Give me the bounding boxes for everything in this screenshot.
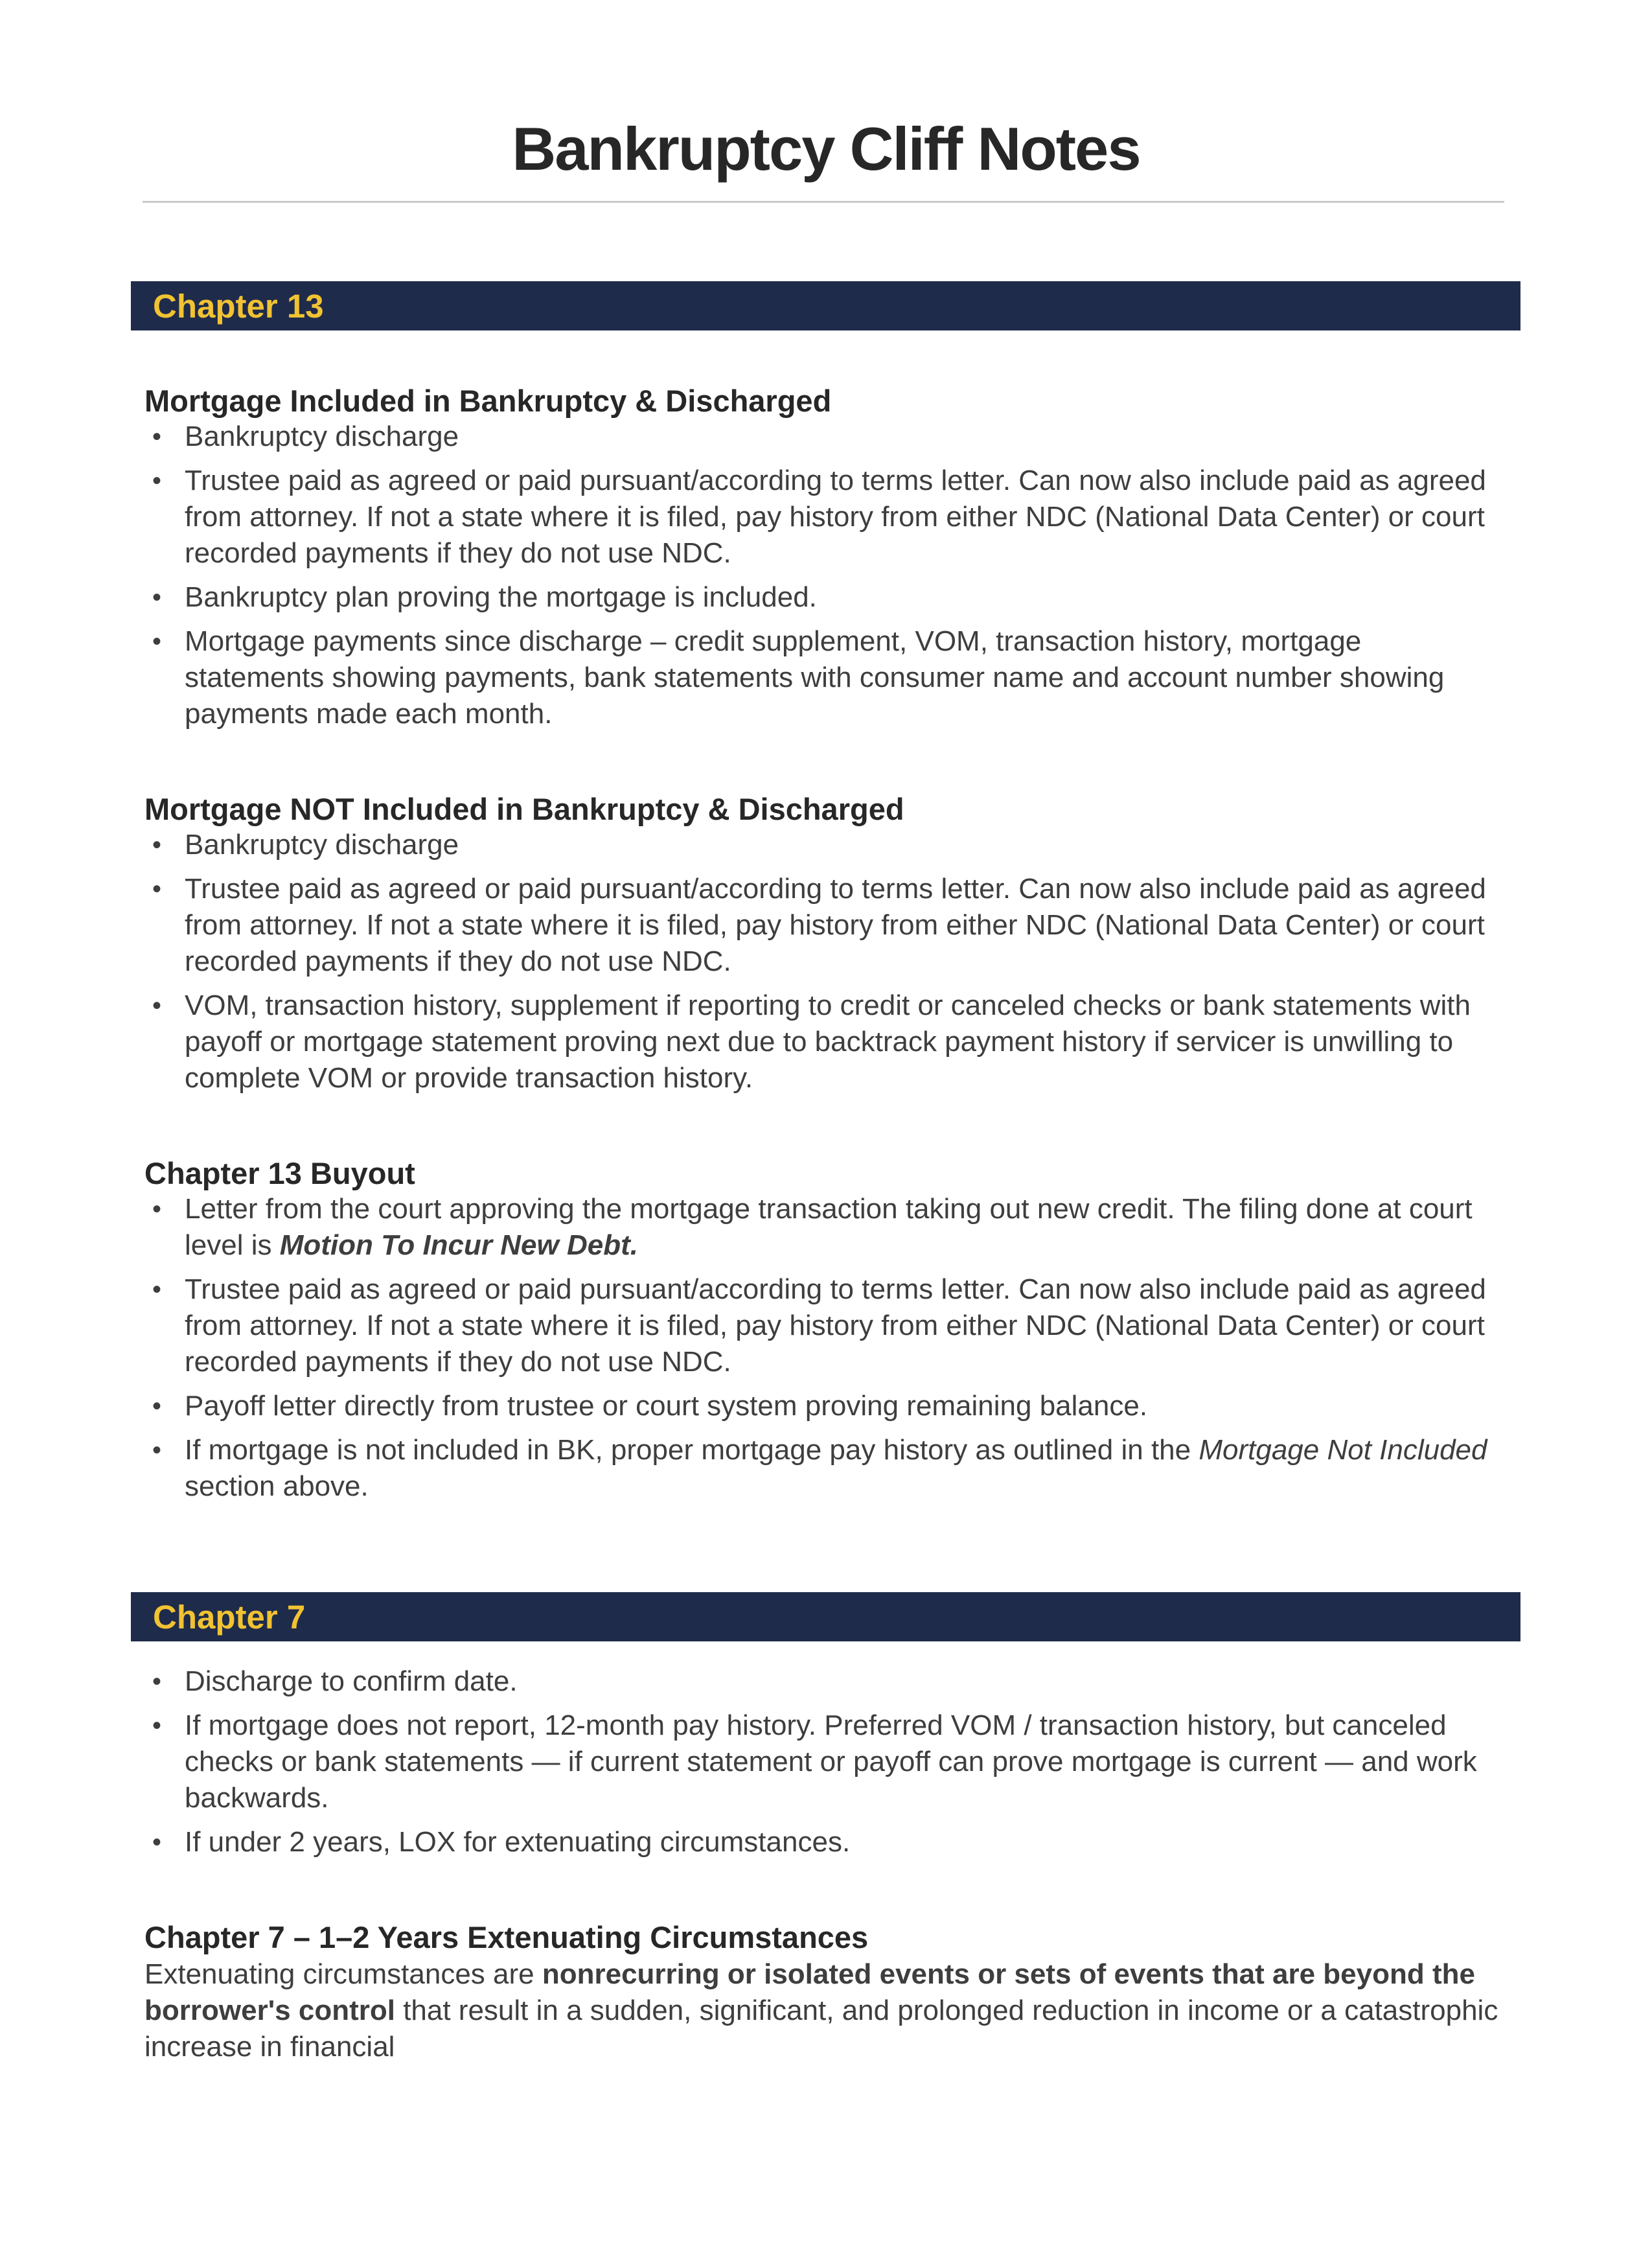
bullet-list bbox=[144, 1663, 1505, 1860]
text-run: Trustee paid as agreed or paid pursuant/according to terms letter. Can now also include paid as agreed from attorney. If not a state where it is filed, pay history from either NDC (National Data Center) or court recorded payments if they do not use NDC. bbox=[185, 1273, 1486, 1378]
bullet-item bbox=[144, 1432, 1505, 1505]
chapter-body bbox=[144, 1663, 1505, 2065]
bullet-list bbox=[144, 419, 1505, 732]
text-run: VOM, transaction history, supplement if reporting to credit or canceled checks or bank statements with payoff or mortgage statement proving next due to backtrack payment history if servicer is unwilling to complete VOM or provide transaction history. bbox=[185, 990, 1471, 1094]
title-divider bbox=[143, 201, 1504, 203]
section-heading: Mortgage NOT Included in Bankruptcy & Discharged bbox=[144, 792, 904, 827]
chapter-banner bbox=[131, 281, 1520, 330]
text-run: If mortgage does not report, 12-month pay history. Preferred VOM / transaction history, but canceled checks or bank statements — if current statement or payoff can prove mortgage is current — and work backwards. bbox=[185, 1709, 1477, 1814]
section-heading: Mortgage Included in Bankruptcy & Discharged bbox=[144, 384, 832, 418]
text-run: Mortgage Not Included bbox=[1199, 1434, 1487, 1466]
bullet-list bbox=[144, 1191, 1505, 1505]
chapters-container bbox=[0, 281, 1652, 2065]
bullet-item bbox=[144, 463, 1505, 572]
section-heading: Chapter 7 – 1–2 Years Extenuating Circumstances bbox=[144, 1920, 869, 1955]
document-page bbox=[0, 115, 1652, 2257]
chapter-body bbox=[144, 384, 1505, 1505]
bullet-item bbox=[144, 419, 1505, 455]
text-run: Extenuating circumstances are bbox=[144, 1958, 542, 1991]
bullet-item bbox=[144, 1663, 1505, 1700]
text-run: Letter from the court approving the mortgage transaction taking out new credit. The filing done at court level is bbox=[185, 1193, 1473, 1262]
text-run: Bankruptcy plan proving the mortgage is included. bbox=[185, 581, 817, 614]
bullet-item bbox=[144, 1707, 1505, 1816]
chapter-banner-label: Chapter 7 bbox=[153, 1598, 306, 1636]
text-run: Motion To Incur New Debt. bbox=[279, 1229, 638, 1262]
text-run: Payoff letter directly from trustee or court system proving remaining balance. bbox=[185, 1390, 1148, 1422]
text-run: Trustee paid as agreed or paid pursuant/according to terms letter. Can now also include paid as agreed from attorney. If not a state where it is filed, pay history from either NDC (National Data Center) or court recorded payments if they do not use NDC. bbox=[185, 873, 1486, 978]
chapter-section bbox=[0, 1592, 1652, 2065]
text-run: Discharge to confirm date. bbox=[185, 1665, 518, 1698]
text-run: Trustee paid as agreed or paid pursuant/according to terms letter. Can now also include paid as agreed from attorney. If not a state where it is filed, pay history from either NDC (National Data Center) or court recorded payments if they do not use NDC. bbox=[185, 465, 1486, 570]
body-paragraph bbox=[144, 1956, 1505, 2065]
chapter-banner bbox=[131, 1592, 1520, 1641]
bullet-item bbox=[144, 623, 1505, 732]
text-run: Mortgage payments since discharge – credit supplement, VOM, transaction history, mortgage statements showing payments, bank statements with consumer name and account number showing payments made each month. bbox=[185, 625, 1445, 730]
text-run: nonrecurring or isolated events or sets of events that are beyond the borrower's control bbox=[144, 1958, 1475, 2027]
text-run: that result in a sudden, significant, and prolonged reduction in income or a catastrophic increase in financial bbox=[144, 1995, 1498, 2063]
chapter-section bbox=[0, 281, 1652, 1505]
bullet-item bbox=[144, 1824, 1505, 1860]
document-title: Bankruptcy Cliff Notes bbox=[512, 115, 1140, 183]
bullet-item bbox=[144, 827, 1505, 863]
chapter-banner-label: Chapter 13 bbox=[153, 287, 324, 325]
text-run: If under 2 years, LOX for extenuating circumstances. bbox=[185, 1826, 851, 1858]
bullet-item bbox=[144, 1388, 1505, 1424]
bullet-item bbox=[144, 1191, 1505, 1264]
text-run: Bankruptcy discharge bbox=[185, 421, 459, 453]
text-run: If mortgage is not included in BK, proper mortgage pay history as outlined in the bbox=[185, 1434, 1199, 1466]
text-run: Bankruptcy discharge bbox=[185, 829, 459, 861]
section-heading: Chapter 13 Buyout bbox=[144, 1156, 415, 1191]
bullet-item bbox=[144, 579, 1505, 616]
bullet-item bbox=[144, 871, 1505, 980]
bullet-item bbox=[144, 988, 1505, 1096]
bullet-list bbox=[144, 827, 1505, 1096]
text-run: section above. bbox=[185, 1470, 369, 1503]
bullet-item bbox=[144, 1271, 1505, 1380]
